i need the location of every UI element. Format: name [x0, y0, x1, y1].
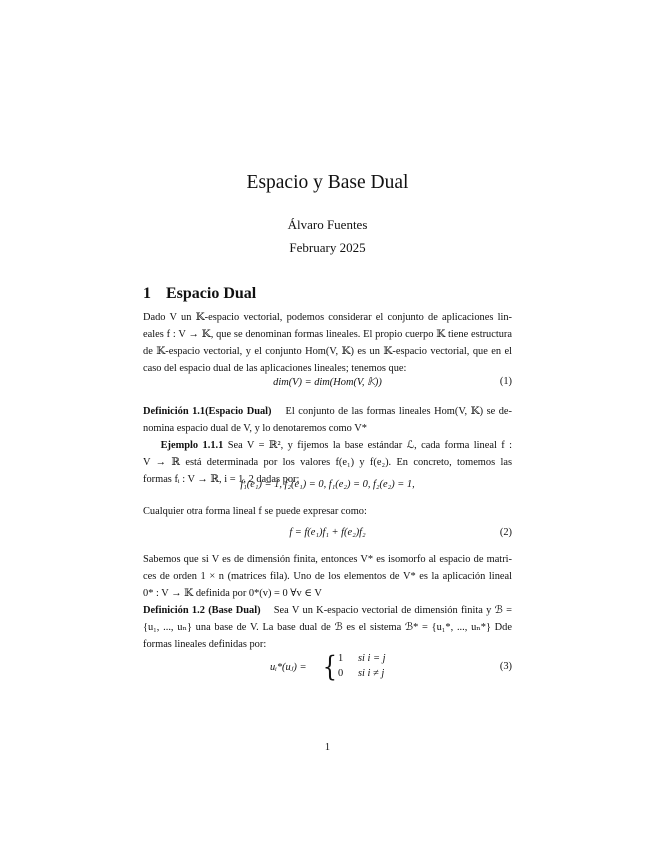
- text-line: V → ℝ está determinada por los valores f(e₁) y f(e₂). En concreto, tomemos las: [143, 457, 512, 468]
- equation-number: (2): [499, 527, 512, 538]
- text-line: Dado V un 𝕂-espacio vectorial, podemos considerar el conjunto de aplicaciones lin-: [143, 312, 512, 323]
- text-line: ces de orden 1 × n (matrices fila). Uno de los elementos de V* es la aplicación lineal: [143, 571, 512, 582]
- definition-text: El conjunto de las formas lineales Hom(V, 𝕂) se de-: [285, 406, 513, 417]
- case-condition: si i = j: [358, 653, 386, 664]
- paragraph-other-forms: [143, 503, 512, 520]
- section-title: Espacio Dual: [166, 285, 257, 302]
- equation-expression: dim(V) = dim(Hom(V, 𝕂)): [273, 377, 382, 388]
- text-line: {u₁, ..., uₙ} una base de V. La base dual de ℬ es el sistema ℬ* = {u₁*, ..., uₙ*} Dde: [143, 622, 512, 633]
- equation-number: (3): [499, 661, 512, 672]
- section-heading: [143, 285, 256, 303]
- definition-espacio-dual: [143, 403, 512, 437]
- equation-values: [143, 479, 512, 496]
- example-text: Sea V = ℝ², y fijemos la base estándar ℒ, cada forma lineal f :: [227, 440, 512, 451]
- section-number: 1: [143, 285, 151, 302]
- equation-number: (1): [499, 376, 512, 387]
- text-line: formas lineales definidas por:: [143, 639, 267, 650]
- page-number: 1: [324, 742, 331, 753]
- text-line: 0* : V → 𝕂 definida por 0*(v) = 0 ∀v ∈ V: [143, 588, 322, 599]
- definition-label: Definición 1.2 (Base Dual): [143, 605, 261, 616]
- paragraph-intro: [143, 309, 512, 377]
- document-date: February 2025: [289, 240, 366, 255]
- text-line: de 𝕂-espacio vectorial, y el conjunto Hom(V, 𝕂) es un 𝕂-espacio vectorial, que en el: [143, 346, 512, 357]
- text-line: eales f : V → 𝕂, que se denominan formas lineales. El propio cuerpo 𝕂 tiene estructura: [143, 329, 512, 340]
- equation-1: [143, 376, 512, 393]
- text-line: formas fᵢ : V → ℝ, i = 1, 2 dadas por:: [143, 474, 300, 485]
- document-title: Espacio y Base Dual: [246, 172, 409, 193]
- equation-2: [143, 527, 512, 544]
- equation-3: [143, 652, 512, 686]
- equation-expression: f = f(e₁)f₁ + f(e₂)f₂: [289, 527, 366, 538]
- case-value: 1: [338, 653, 344, 664]
- piecewise-definition: [143, 652, 512, 686]
- left-brace: {: [322, 650, 338, 683]
- document-author: Álvaro Fuentes: [287, 217, 368, 232]
- text-line: Sabemos que si V es de dimensión finita, entonces V* es isomorfo al espacio de matri-: [143, 554, 512, 565]
- paragraph-isomorphism: [143, 551, 512, 602]
- text-line: nomina espacio dual de V, y lo denotaremos como V*: [143, 423, 367, 434]
- equation-expression: f₁(e₁) = 1, f₂(e₁) = 0, f₁(e₂) = 0, f₂(e₂) = 1,: [240, 479, 415, 490]
- text-line: caso del espacio dual de las aplicaciones lineales; tenemos que:: [143, 363, 407, 374]
- definition-text: Sea V un K-espacio vectorial de dimensión finita y ℬ =: [273, 605, 513, 616]
- case-condition: si i ≠ j: [358, 668, 385, 679]
- definition-base-dual: [143, 602, 512, 653]
- text-line: Cualquier otra forma lineal f se puede expresar como:: [143, 506, 367, 517]
- definition-label: Definición 1.1(Espacio Dual): [143, 406, 272, 417]
- equation-lhs: uᵢ*(uⱼ) =: [270, 662, 307, 673]
- case-value: 0: [338, 668, 344, 679]
- example-label: Ejemplo 1.1.1: [160, 440, 224, 451]
